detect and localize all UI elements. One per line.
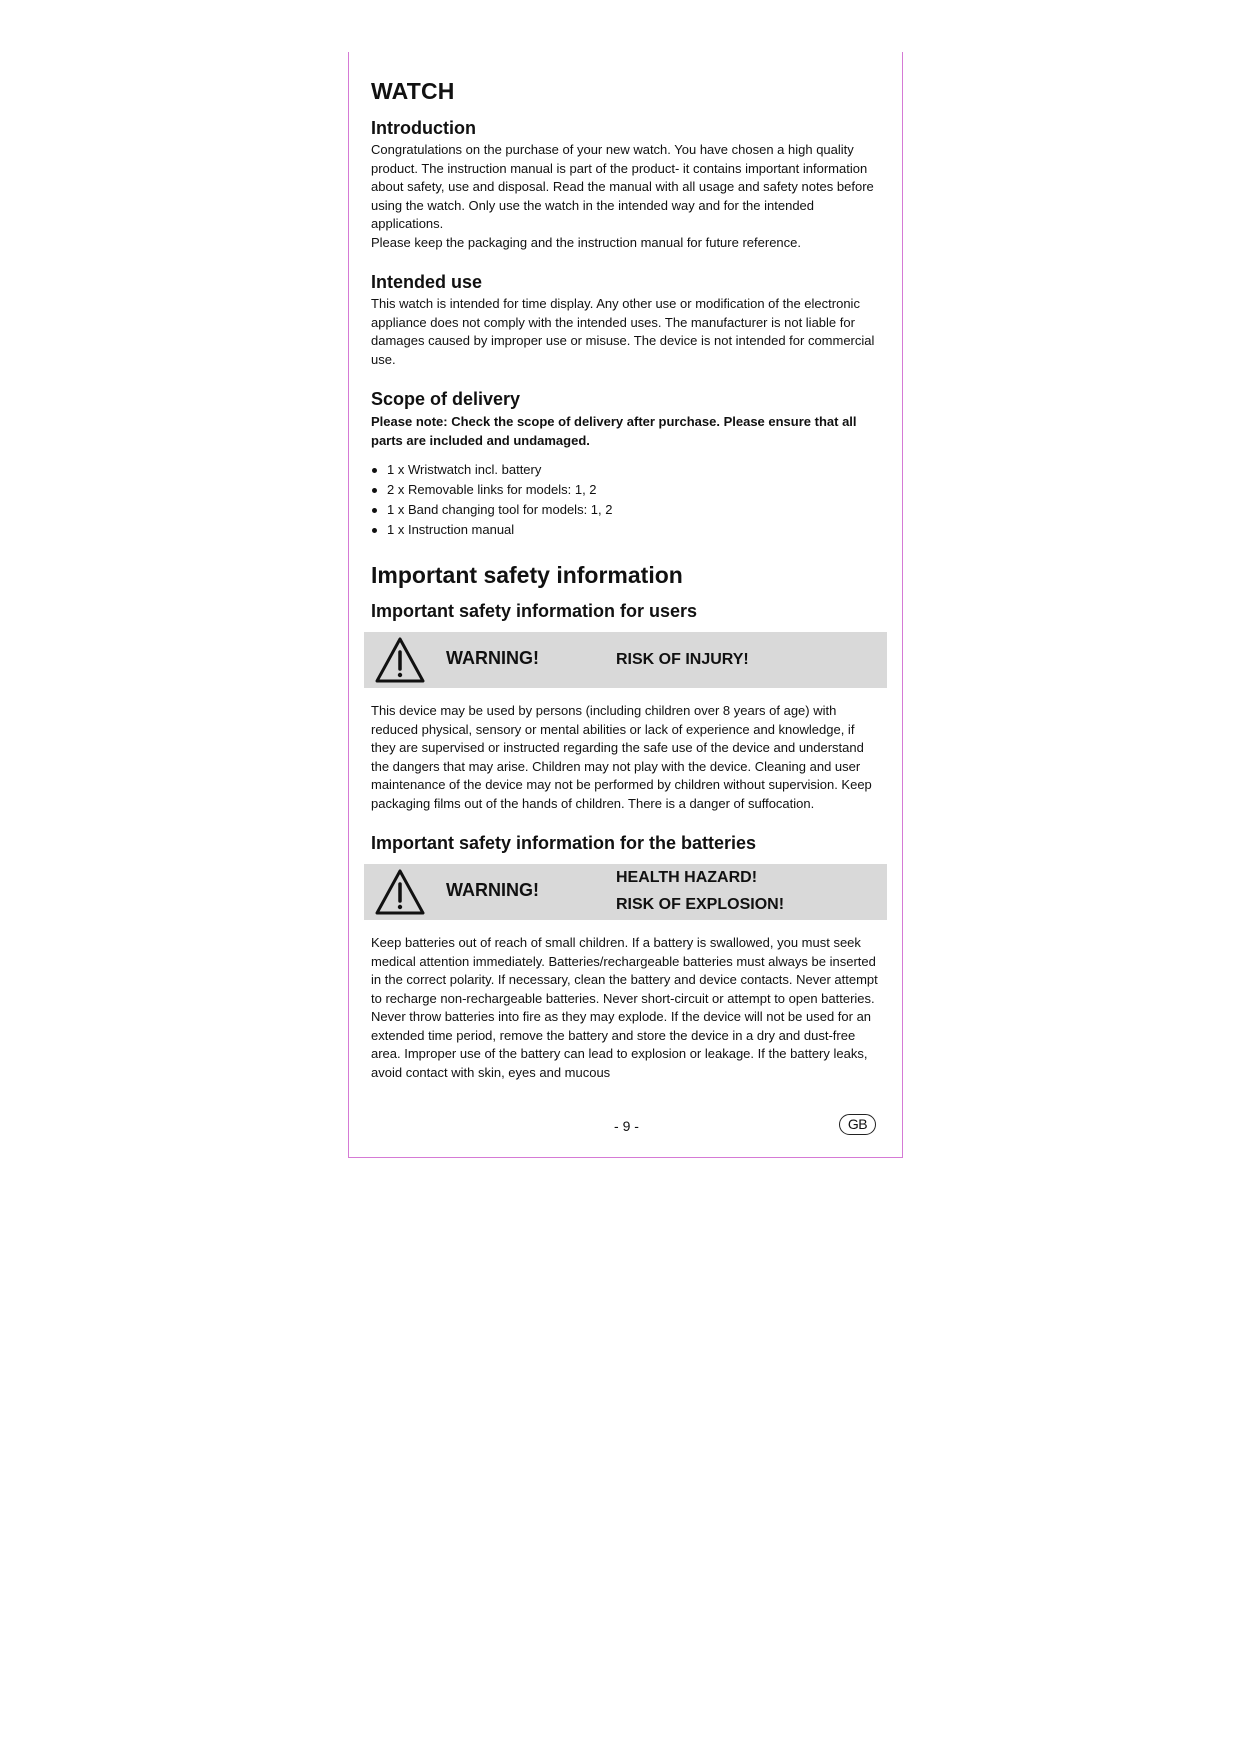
introduction-heading: Introduction (371, 118, 476, 138)
health-hazard-label: HEALTH HAZARD! (616, 869, 758, 886)
warning-triangle-icon (374, 868, 426, 916)
list-item: 1 x Wristwatch incl. battery (371, 460, 879, 480)
page-number: - 9 - (614, 1118, 639, 1134)
introduction-reference-note: Please keep the packaging and the instruction manual for future reference. (371, 234, 801, 250)
intended-use-heading: Intended use (371, 272, 483, 292)
manual-page (348, 52, 903, 1158)
document-title: WATCH (371, 78, 455, 104)
battery-warning-box (364, 864, 887, 920)
warning-triangle-icon (374, 636, 426, 684)
safety-users-section (371, 601, 879, 813)
intended-use-paragraph: This watch is intended for time display. Any other use or modification of the electronic appliance does not comply with the intended uses. The manufacturer is not liable for damages caused by improper use or misuse. The device is not intended for commercial use. (371, 296, 875, 367)
page-content (371, 78, 879, 1082)
scope-of-delivery-note: Please note: Check the scope of delivery after purchase. Please ensure that all parts are included and undamaged. (371, 414, 857, 448)
safety-batteries-heading: Important safety information for the batteries (371, 833, 757, 853)
explosion-risk-label: RISK OF EXPLOSION! (616, 896, 785, 913)
safety-batteries-paragraph: Keep batteries out of reach of small children. If a battery is swallowed, you must seek medical attention immediately. Batteries/rechargeable batteries must always be inserted in the correct polarity. If necessary, clean the battery and device contacts. Never attempt to recharge non-rechargeable batteries. Never short-circuit or attempt to open batteries. Never throw batteries into fire as they may explode. If the device will not be used for an extended time period, remove the battery and store the device in a dry and dust-free area. Improper use of the battery can lead to explosion or leakage. If the battery leaks, avoid contact with skin, eyes and mucous (371, 935, 878, 1080)
safety-users-heading: Important safety information for users (371, 601, 698, 621)
list-item: 1 x Band changing tool for models: 1, 2 (371, 500, 879, 520)
intended-use-section (371, 272, 879, 369)
list-item: 2 x Removable links for models: 1, 2 (371, 480, 879, 500)
injury-risk-label: RISK OF INJURY! (616, 651, 749, 668)
scope-of-delivery-heading: Scope of delivery (371, 389, 521, 409)
safety-batteries-section (371, 833, 879, 1082)
injury-warning-box (364, 632, 887, 688)
list-item: 1 x Instruction manual (371, 520, 879, 540)
warning-label: WARNING! (446, 648, 539, 668)
delivery-list (371, 460, 879, 540)
warning-label: WARNING! (446, 880, 539, 900)
introduction-paragraph: Congratulations on the purchase of your new watch. You have chosen a high quality product. The instruction manual is part of the product- it contains important information about safety, use and disposal. Read the manual with all usage and safety notes before using the watch. Only use the watch in the intended way and for the intended applications. (371, 142, 874, 231)
introduction-section (371, 118, 879, 252)
safety-heading: Important safety information (371, 562, 683, 588)
safety-users-paragraph: This device may be used by persons (including children over 8 years of age) with reduced physical, sensory or mental abilities or lack of experience and knowledge, if they are supervised or instructed regarding the safe use of the device and understand the dangers that may arise. Children may not play with the device. Cleaning and user maintenance of the device may not be performed by children without supervision. Keep packaging films out of the hands of children. There is a danger of suffocation. (371, 703, 872, 811)
scope-of-delivery-section (371, 389, 879, 540)
country-badge: GB (839, 1114, 876, 1135)
